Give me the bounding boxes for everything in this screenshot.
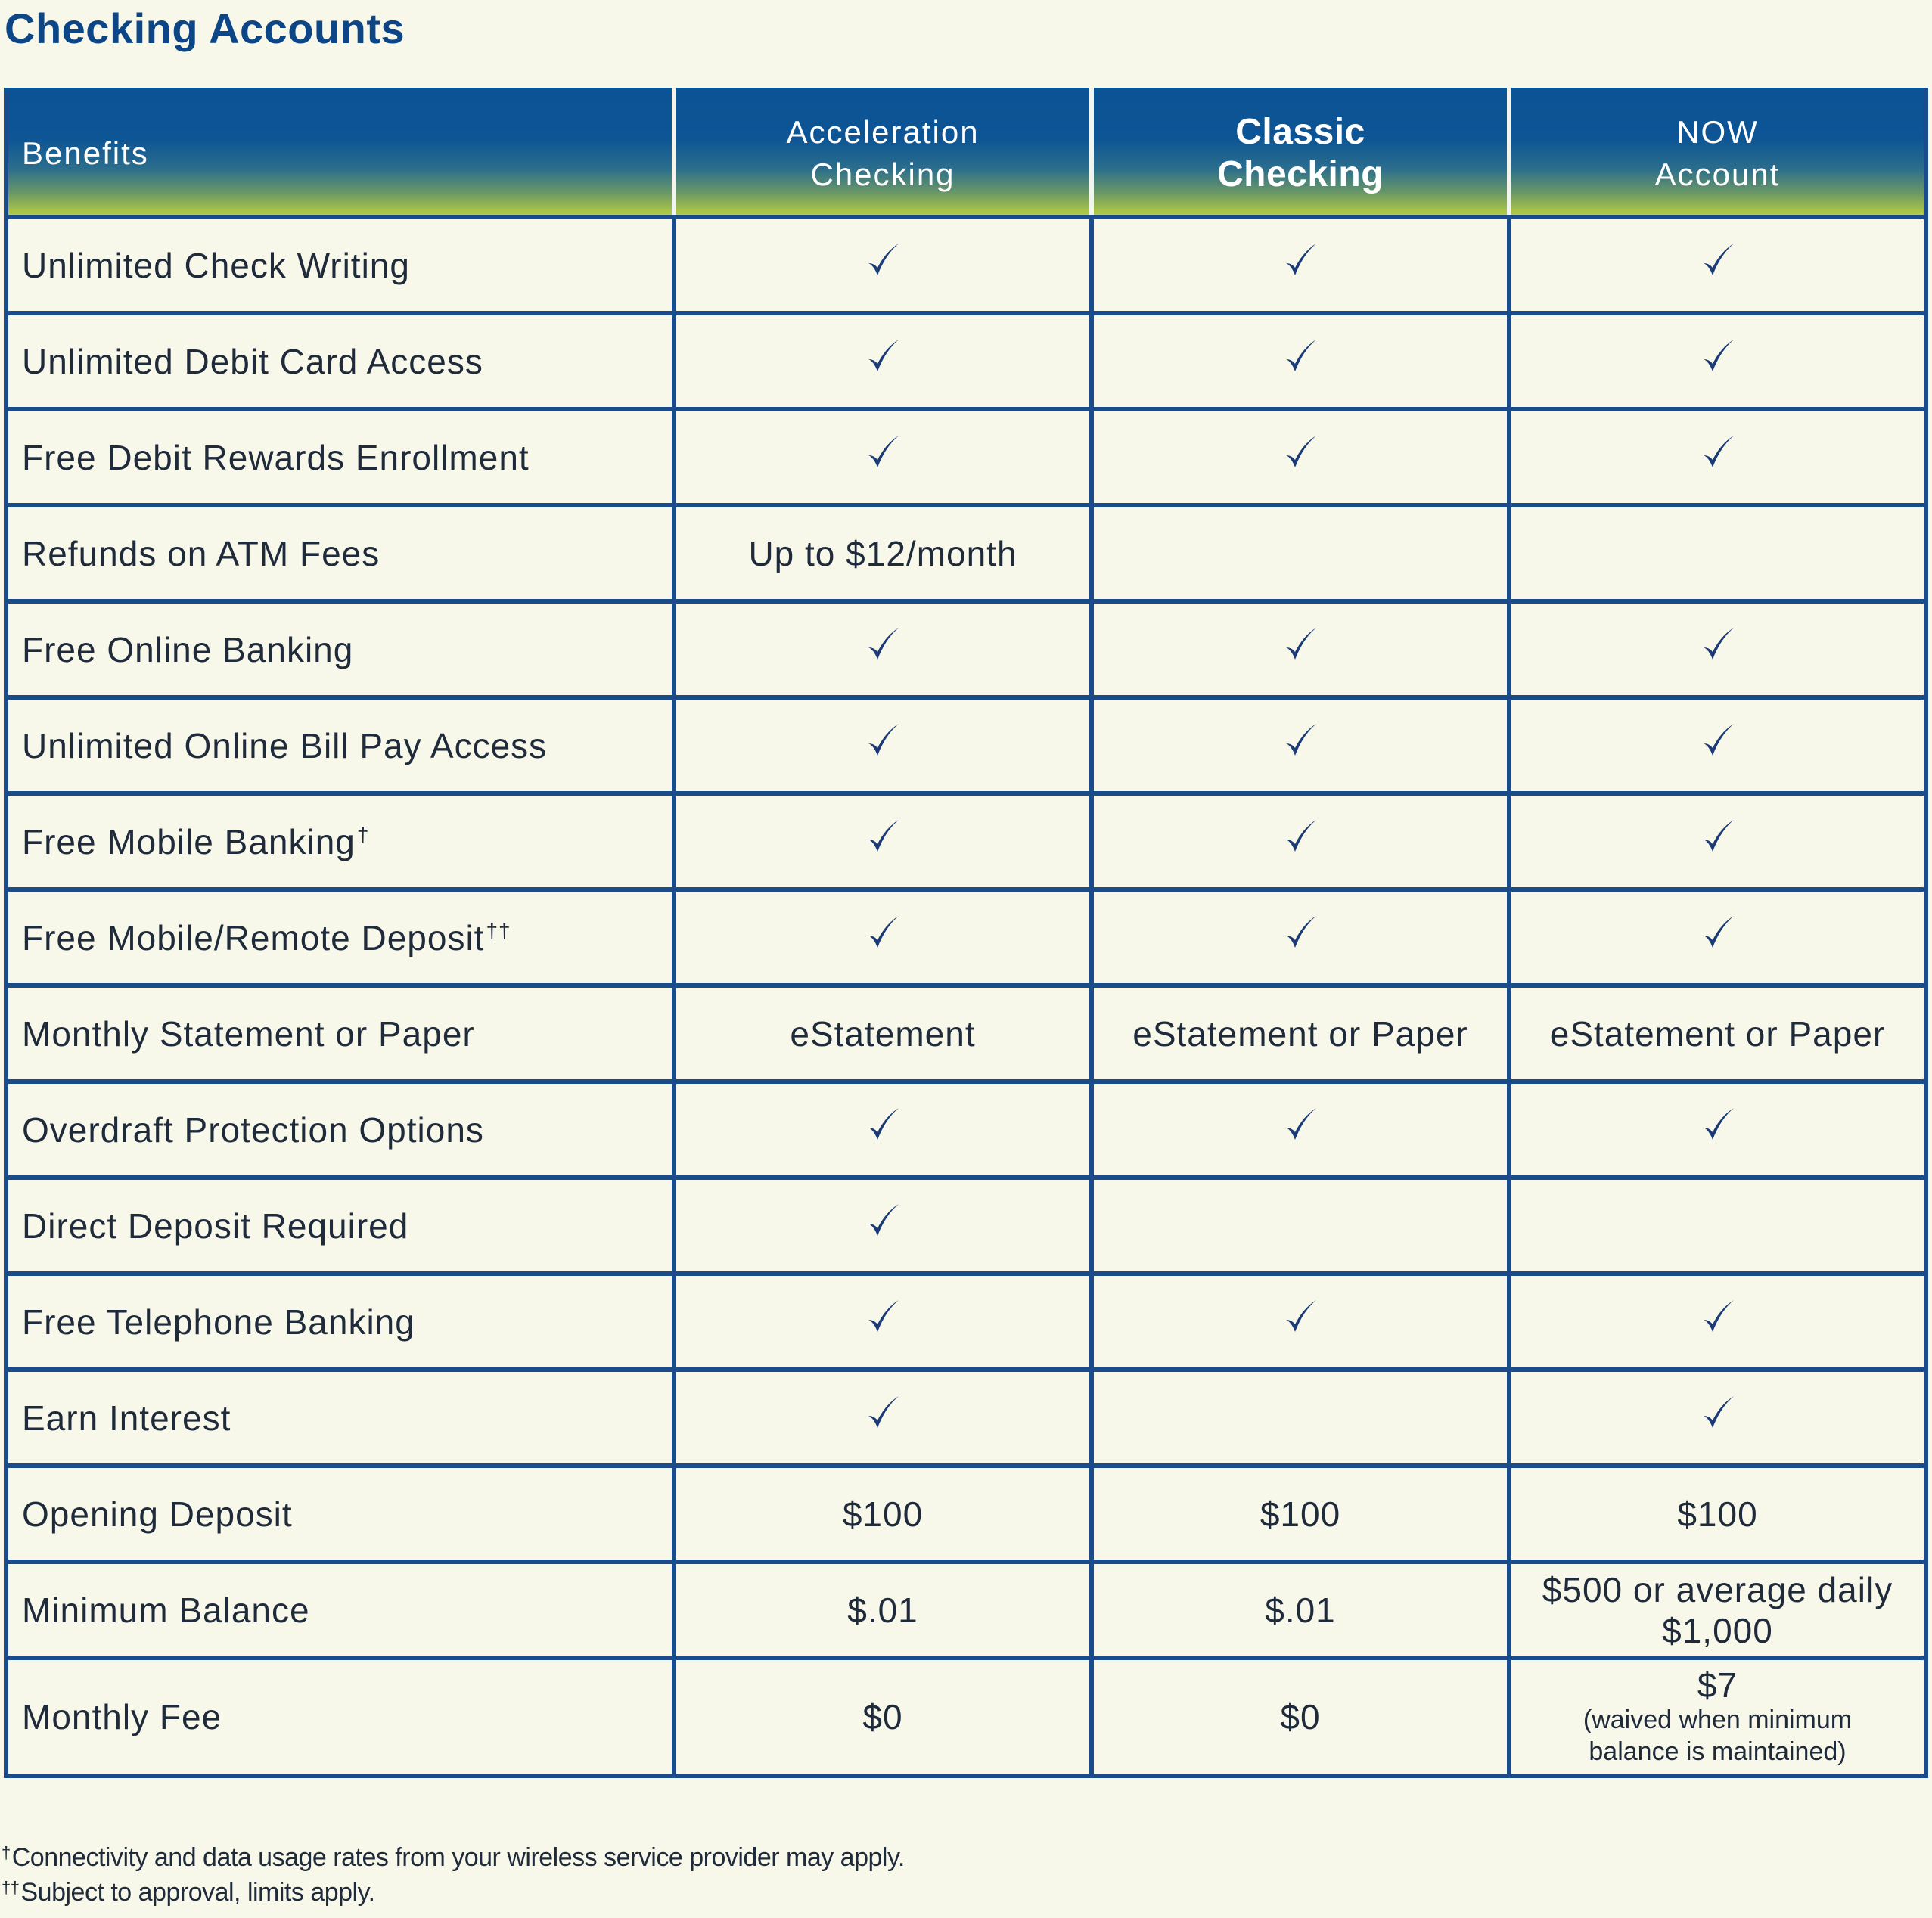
row-label-text: Free Mobile Banking	[22, 821, 356, 861]
cell-now	[1509, 1370, 1926, 1466]
checkmark-icon	[1701, 434, 1735, 472]
cell-now	[1509, 1562, 1926, 1658]
row-label: Earn Interest	[6, 1370, 674, 1466]
cell-text: eStatement	[790, 1013, 976, 1054]
cell-classic	[1092, 217, 1509, 313]
table-row	[6, 313, 1926, 409]
checkmark-icon	[865, 1395, 900, 1432]
cell-classic	[1092, 1178, 1509, 1274]
cell-acceleration	[674, 889, 1092, 985]
cell-classic	[1092, 1466, 1509, 1562]
row-label: Monthly Fee	[6, 1658, 674, 1776]
cell-now	[1509, 793, 1926, 889]
cell-classic	[1092, 1274, 1509, 1370]
row-label: Free Telephone Banking	[6, 1274, 674, 1370]
checkmark-icon	[1283, 722, 1318, 760]
cell-text: eStatement or Paper	[1132, 1013, 1468, 1054]
row-label: Minimum Balance	[6, 1562, 674, 1658]
table-row	[6, 505, 1926, 601]
header-acceleration-checking	[674, 90, 1092, 217]
table-row	[6, 1082, 1926, 1178]
cell-classic	[1092, 889, 1509, 985]
cell-acceleration	[674, 1274, 1092, 1370]
cell-now	[1509, 1178, 1926, 1274]
table-row	[6, 793, 1926, 889]
cell-classic	[1092, 793, 1509, 889]
footnote-2	[2, 1873, 905, 1907]
checkmark-icon	[865, 1203, 900, 1240]
row-label: Unlimited Debit Card Access	[6, 313, 674, 409]
cell-now	[1509, 889, 1926, 985]
cell-text: eStatement or Paper	[1549, 1013, 1886, 1054]
row-label: Overdraft Protection Options	[6, 1082, 674, 1178]
monthly-fee-now-value: $7	[1697, 1665, 1738, 1705]
cell-classic	[1092, 313, 1509, 409]
checkmark-icon	[865, 818, 900, 856]
row-label: Free Online Banking	[6, 601, 674, 697]
cell-acceleration	[674, 1370, 1092, 1466]
cell-acceleration	[674, 1082, 1092, 1178]
header-benefits: Benefits	[6, 90, 674, 217]
checkmark-icon	[865, 338, 900, 376]
table-row	[6, 1178, 1926, 1274]
cell-classic	[1092, 601, 1509, 697]
row-label: Unlimited Check Writing	[6, 217, 674, 313]
header-now-account	[1509, 90, 1926, 217]
cell-now	[1509, 1658, 1926, 1776]
checkmark-icon	[1283, 1299, 1318, 1336]
checkmark-icon	[865, 434, 900, 472]
min-balance-now-line2: $1,000	[1662, 1610, 1773, 1650]
cell-now	[1509, 409, 1926, 505]
table-row	[6, 1466, 1926, 1562]
checkmark-icon	[1701, 626, 1735, 664]
checkmark-icon	[1283, 626, 1318, 664]
row-label: Free Debit Rewards Enrollment	[6, 409, 674, 505]
checkmark-icon	[1283, 434, 1318, 472]
checkmark-icon	[1701, 1395, 1735, 1432]
header-col3-line2: Account	[1654, 157, 1781, 192]
cell-classic	[1092, 1370, 1509, 1466]
cell-acceleration	[674, 1658, 1092, 1776]
checkmark-icon	[1701, 818, 1735, 856]
monthly-fee-note-line1: (waived when minimum	[1583, 1705, 1853, 1734]
row-label: Opening Deposit	[6, 1466, 674, 1562]
cell-classic	[1092, 697, 1509, 793]
cell-acceleration	[674, 1466, 1092, 1562]
cell-acceleration	[674, 1562, 1092, 1658]
table-row	[6, 1562, 1926, 1658]
cell-acceleration	[674, 313, 1092, 409]
checkmark-icon	[1701, 722, 1735, 760]
cell-now	[1509, 1274, 1926, 1370]
cell-acceleration	[674, 505, 1092, 601]
checking-comparison-table	[4, 88, 1928, 1778]
footnote-2-mark: ††	[2, 1878, 20, 1897]
cell-classic	[1092, 1562, 1509, 1658]
min-balance-now-line1: $500 or average daily	[1542, 1569, 1893, 1609]
cell-now	[1509, 313, 1926, 409]
checkmark-icon	[1283, 914, 1318, 952]
checkmark-icon	[1701, 914, 1735, 952]
cell-text: $0	[862, 1697, 903, 1736]
row-label	[6, 889, 674, 985]
checkmark-icon	[1283, 338, 1318, 376]
cell-acceleration	[674, 793, 1092, 889]
footnote-mark: ††	[486, 918, 511, 942]
table-header-row	[6, 90, 1926, 217]
cell-now	[1509, 697, 1926, 793]
table-body	[6, 217, 1926, 1776]
checkmark-icon	[865, 722, 900, 760]
checkmark-icon	[865, 1299, 900, 1336]
checkmark-icon	[1283, 818, 1318, 856]
checkmark-icon	[1283, 242, 1318, 280]
cell-acceleration	[674, 217, 1092, 313]
cell-text: $.01	[847, 1590, 918, 1630]
cell-classic	[1092, 985, 1509, 1082]
cell-now	[1509, 1082, 1926, 1178]
cell-acceleration	[674, 409, 1092, 505]
header-col2-line2: Checking	[1216, 154, 1384, 194]
cell-text: Up to $12/month	[748, 533, 1017, 573]
cell-now	[1509, 1466, 1926, 1562]
comparison-table-wrapper	[4, 88, 1924, 1778]
cell-now	[1509, 505, 1926, 601]
cell-classic	[1092, 1658, 1509, 1776]
header-col3-line1: NOW	[1676, 114, 1759, 150]
table-row	[6, 601, 1926, 697]
table-row	[6, 409, 1926, 505]
cell-text: $100	[842, 1494, 924, 1534]
footnote-mark: †	[356, 822, 370, 846]
row-label: Refunds on ATM Fees	[6, 505, 674, 601]
row-label: Monthly Statement or Paper	[6, 985, 674, 1082]
table-row	[6, 889, 1926, 985]
cell-text: $.01	[1265, 1590, 1336, 1630]
monthly-fee-note-line2: balance is maintained)	[1589, 1737, 1847, 1766]
header-col1-line1: Acceleration	[786, 114, 980, 150]
checkmark-icon	[1701, 338, 1735, 376]
footnote-1	[2, 1838, 905, 1873]
header-col1-line2: Checking	[810, 157, 955, 192]
cell-acceleration	[674, 985, 1092, 1082]
cell-now	[1509, 601, 1926, 697]
cell-classic	[1092, 505, 1509, 601]
cell-text: $0	[1280, 1697, 1321, 1736]
table-row	[6, 1370, 1926, 1466]
row-label: Unlimited Online Bill Pay Access	[6, 697, 674, 793]
checkmark-icon	[865, 242, 900, 280]
footnote-1-mark: †	[2, 1843, 11, 1862]
cell-text: $100	[1677, 1494, 1758, 1534]
checkmark-icon	[1701, 1299, 1735, 1336]
cell-now	[1509, 985, 1926, 1082]
cell-acceleration	[674, 601, 1092, 697]
footnote-1-text: Connectivity and data usage rates from your wireless service provider may apply.	[11, 1843, 905, 1872]
table-row	[6, 1274, 1926, 1370]
cell-acceleration	[674, 697, 1092, 793]
cell-acceleration	[674, 1178, 1092, 1274]
row-label: Direct Deposit Required	[6, 1178, 674, 1274]
cell-classic	[1092, 1082, 1509, 1178]
table-row	[6, 1658, 1926, 1776]
page-title: Checking Accounts	[5, 5, 405, 52]
row-label	[6, 793, 674, 889]
footnote-2-text: Subject to approval, limits apply.	[20, 1878, 375, 1907]
header-classic-checking	[1092, 90, 1509, 217]
table-row	[6, 985, 1926, 1082]
header-col2-line1: Classic	[1235, 112, 1365, 152]
checkmark-icon	[865, 626, 900, 664]
checkmark-icon	[865, 1106, 900, 1144]
row-label-text: Free Mobile/Remote Deposit	[22, 917, 485, 957]
cell-text: $100	[1260, 1494, 1341, 1534]
checkmark-icon	[1283, 1106, 1318, 1144]
footnotes	[2, 1838, 905, 1907]
checkmark-icon	[1701, 1106, 1735, 1144]
checkmark-icon	[1701, 242, 1735, 280]
cell-now	[1509, 217, 1926, 313]
table-row	[6, 697, 1926, 793]
table-row	[6, 217, 1926, 313]
cell-classic	[1092, 409, 1509, 505]
checkmark-icon	[865, 914, 900, 952]
